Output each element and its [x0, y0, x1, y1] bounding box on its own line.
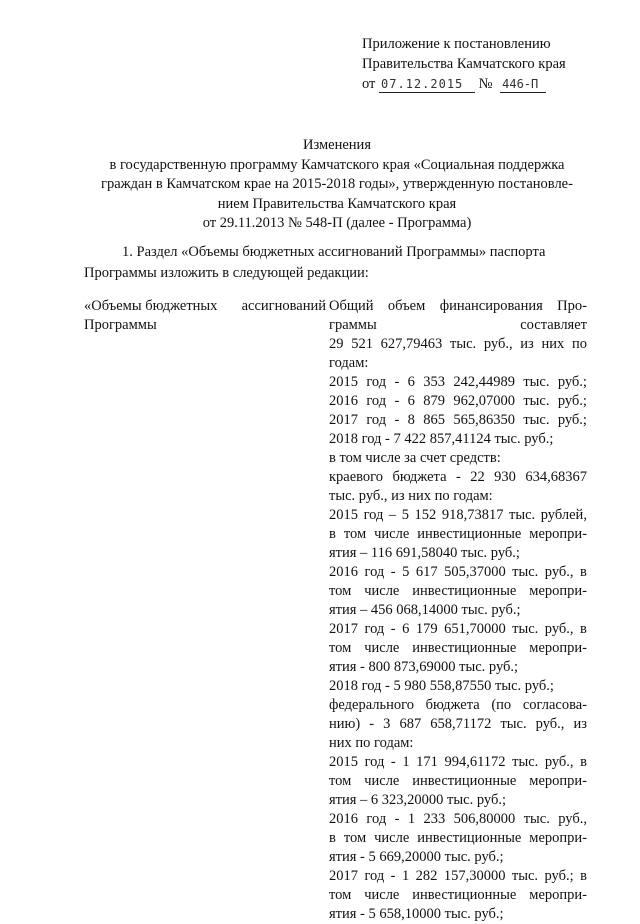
title-line: в государственную программу Камчатского края «Социальная поддержка — [109, 156, 565, 173]
funding-line: краевого бюджета - 22 930 634,68367 — [329, 469, 587, 485]
appendix-block — [362, 34, 566, 94]
funding-line: ятия - 5 658,10000 тыс. руб.; — [329, 906, 504, 922]
funding-line: ятия - 800 873,69000 тыс. руб.; — [329, 659, 519, 675]
funding-line: годам: — [329, 355, 369, 371]
appendix-number-label: № — [478, 76, 493, 92]
document-title — [84, 136, 590, 234]
table-left-cell — [84, 297, 326, 335]
funding-line: в том числе инвестиционные меропри- — [329, 526, 587, 542]
paragraph-line: 1. Раздел «Объемы бюджетных ассигнований Программы» паспорта — [122, 244, 546, 260]
funding-line: 2015 год - 6 353 242,44989 тыс. руб.; — [329, 374, 587, 390]
title-line: нием Правительства Камчатского края — [217, 195, 457, 212]
funding-line: 2018 год - 5 980 558,87550 тыс. руб.; — [329, 678, 554, 694]
funding-line: 29 521 627,79463 тыс. руб., из них по — [329, 336, 587, 352]
funding-line: в том числе инвестиционные меропри- — [329, 830, 587, 846]
paragraph-line: Программы изложить в следующей редакции: — [84, 265, 369, 281]
funding-line: 2015 год – 5 152 918,73817 тыс. рублей, — [329, 507, 587, 523]
title-line: Изменения — [303, 137, 371, 153]
funding-line: 2016 год - 6 879 962,07000 тыс. руб.; — [329, 393, 587, 409]
table-right-cell — [329, 297, 587, 924]
funding-line: них по годам: — [329, 735, 414, 751]
funding-line: 2016 год - 1 233 506,80000 тыс. руб., — [329, 811, 587, 827]
appendix-line-1: Приложение к постановлению — [362, 36, 551, 52]
funding-line: ятия – 116 691,58040 тыс. руб.; — [329, 545, 520, 561]
funding-line: ятия – 456 068,14000 тыс. руб.; — [329, 602, 521, 618]
left-cell-line — [84, 297, 326, 316]
appendix-date: 07.12.2015 — [379, 77, 475, 93]
funding-line: 2017 год - 8 865 565,86350 тыс. руб.; — [329, 412, 587, 428]
funding-line: федерального бюджета (по согласова- — [329, 697, 587, 713]
funding-line: ятия – 6 323,20000 тыс. руб.; — [329, 792, 506, 808]
funding-line: 2016 год - 5 617 505,37000 тыс. руб., в — [329, 564, 587, 580]
funding-line: граммы составляет — [329, 317, 587, 333]
appendix-line-2: Правительства Камчатского края — [362, 56, 566, 72]
funding-line: том числе инвестиционные меропри- — [329, 773, 587, 789]
left-cell-text: «Объемы бюджетных — [84, 298, 218, 314]
title-line: граждан в Камчатском крае на 2015-2018 годы», утвержденную постановле- — [101, 176, 573, 192]
paragraph-item-1 — [84, 242, 590, 284]
funding-line: нию) - 3 687 658,71172 тыс. руб., из — [329, 716, 587, 732]
funding-line: 2017 год - 6 179 651,70000 тыс. руб., в — [329, 621, 587, 637]
funding-line: ятия - 5 669,20000 тыс. руб.; — [329, 849, 504, 865]
funding-line: том числе инвестиционные меропри- — [329, 887, 587, 903]
funding-line: том числе инвестиционные меропри- — [329, 583, 587, 599]
appendix-date-line — [362, 74, 566, 94]
funding-line: тыс. руб., из них по годам: — [329, 488, 493, 504]
funding-line: 2015 год - 1 171 994,61172 тыс. руб., в — [329, 754, 587, 770]
funding-line: 2018 год - 7 422 857,41124 тыс. руб.; — [329, 431, 554, 447]
left-cell-line: Программы — [84, 317, 157, 333]
title-line: от 29.11.2013 № 548-П (далее - Программа) — [202, 215, 472, 231]
funding-line: в том числе за счет средств: — [329, 450, 501, 466]
funding-line: 2017 год - 1 282 157,30000 тыс. руб.; в — [329, 868, 587, 884]
left-cell-text: ассигнований — [241, 298, 326, 314]
appendix-from-label: от — [362, 76, 376, 92]
funding-line: том числе инвестиционные меропри- — [329, 640, 587, 656]
funding-line: Общий объем финансирования Про- — [329, 298, 587, 314]
appendix-number: 446-П — [500, 77, 546, 93]
